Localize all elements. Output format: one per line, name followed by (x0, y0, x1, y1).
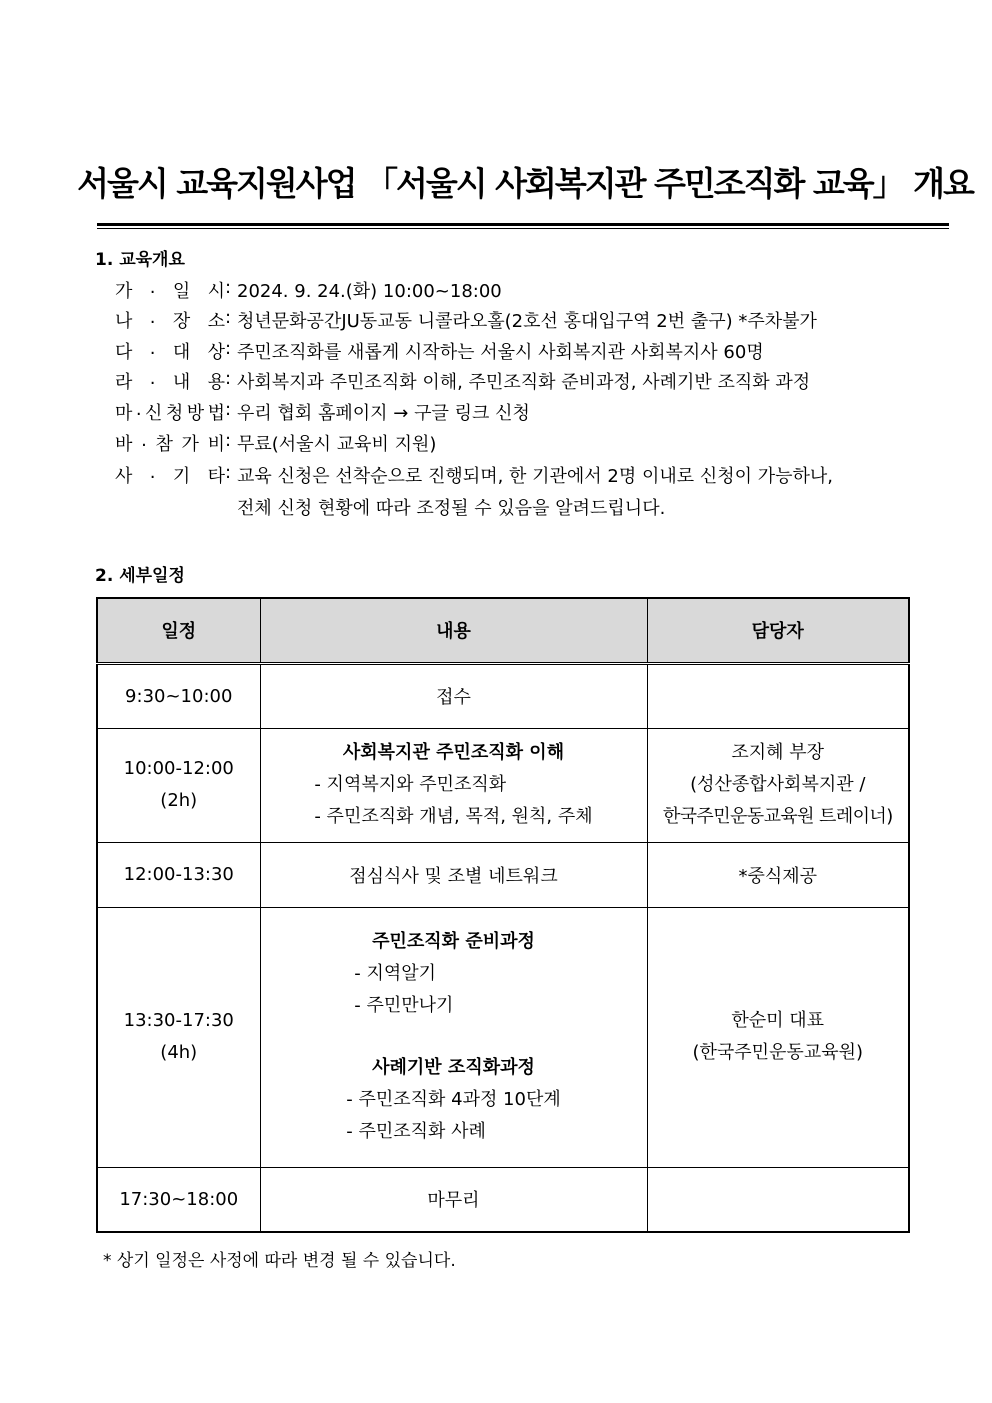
manager-line: 한순미 대표 (731, 1010, 825, 1031)
content-title: 사례기반 조직화과정 (372, 1057, 535, 1078)
title-rule-thick (97, 223, 949, 226)
section-1-heading: 1. 교육개요 (95, 250, 185, 270)
row-content (260, 907, 647, 1167)
time-range: 13:30-17:30 (123, 1010, 234, 1031)
overview-colon: : (225, 399, 232, 420)
overview-value: 우리 협회 홈페이지 → 구글 링크 신청 (237, 403, 530, 424)
time-range: 10:00-12:00 (123, 758, 234, 779)
content-title: 사회복지관 주민조직화 이해 (342, 742, 565, 763)
content-item: - 지역알기 (354, 963, 437, 984)
overview-value: 청년문화공간JU동교동 니콜라오홀(2호선 홍대입구역 2번 출구) *주차불가 (237, 311, 817, 332)
time-duration: (4h) (160, 1042, 198, 1063)
overview-value: 주민조직화를 새롭게 시작하는 서울시 사회복지관 사회복지사 60명 (237, 342, 764, 363)
content-item: - 지역복지와 주민조직화 (314, 774, 507, 795)
overview-value: 2024. 9. 24.(화) 10:00~18:00 (237, 281, 502, 302)
row-manager (647, 907, 909, 1167)
row-time: 12:00-13:30 (97, 842, 260, 907)
row-content: 접수 (260, 663, 647, 728)
table-row (97, 663, 909, 728)
document-title: 서울시 교육지원사업 「서울시 사회복지관 주민조직화 교육」 개요 (77, 164, 973, 203)
table-row (97, 907, 909, 1167)
row-manager (647, 1167, 909, 1232)
row-manager: *중식제공 (647, 842, 909, 907)
overview-value-continuation: 전체 신청 현황에 따라 조정될 수 있음을 알려드립니다. (237, 498, 666, 519)
overview-colon: : (225, 368, 232, 389)
overview-label: 다 . 대 상 (115, 338, 225, 363)
overview-label: 나 . 장 소 (115, 307, 225, 332)
header-manager: 담당자 (647, 598, 909, 663)
content-item: - 주민만나기 (354, 995, 454, 1016)
overview-value: 무료(서울시 교육비 지원) (237, 434, 437, 455)
overview-colon: : (225, 430, 232, 451)
row-time (97, 728, 260, 842)
section-2-heading: 2. 세부일정 (95, 566, 185, 586)
overview-colon: : (225, 307, 232, 328)
manager-line: (한국주민운동교육원) (692, 1042, 864, 1063)
row-time (97, 907, 260, 1167)
table-header-row (97, 598, 909, 663)
overview-colon: : (225, 338, 232, 359)
schedule-table (96, 597, 910, 1233)
content-item: - 주민조직화 4과정 10단계 (346, 1089, 561, 1110)
row-time: 9:30~10:00 (97, 663, 260, 728)
schedule-note: * 상기 일정은 사정에 따라 변경 될 수 있습니다. (103, 1251, 456, 1271)
overview-label: 라 . 내 용 (115, 368, 225, 393)
row-manager (647, 728, 909, 842)
header-time: 일정 (97, 598, 260, 663)
manager-line: 조지혜 부장 (731, 742, 825, 763)
title-rule-thin (97, 228, 949, 229)
row-time: 17:30~18:00 (97, 1167, 260, 1232)
overview-label: 사 . 기 타 (115, 462, 225, 487)
row-content: 마무리 (260, 1167, 647, 1232)
content-item: - 주민조직화 사례 (346, 1121, 486, 1142)
table-row (97, 1167, 909, 1232)
row-manager (647, 663, 909, 728)
overview-colon: : (225, 462, 232, 483)
table-row (97, 842, 909, 907)
header-content: 내용 (260, 598, 647, 663)
row-content (260, 728, 647, 842)
table-row (97, 728, 909, 842)
manager-line: (성산종합사회복지관 / (690, 774, 866, 795)
overview-label: 바 . 참 가 비 (115, 430, 225, 455)
overview-value: 교육 신청은 선착순으로 진행되며, 한 기관에서 2명 이내로 신청이 가능하나, (237, 466, 834, 487)
overview-label: 마 . 신 청 방 법 (115, 399, 225, 424)
overview-colon: : (225, 277, 232, 298)
time-duration: (2h) (160, 790, 198, 811)
row-content: 점심식사 및 조별 네트워크 (260, 842, 647, 907)
content-item: - 주민조직화 개념, 목적, 원칙, 주체 (314, 806, 593, 827)
content-title: 주민조직화 준비과정 (372, 931, 535, 952)
overview-label: 가 . 일 시 (115, 277, 225, 302)
manager-line: 한국주민운동교육원 트레이너) (662, 806, 893, 827)
overview-value: 사회복지과 주민조직화 이해, 주민조직화 준비과정, 사례기반 조직화 과정 (237, 372, 811, 393)
